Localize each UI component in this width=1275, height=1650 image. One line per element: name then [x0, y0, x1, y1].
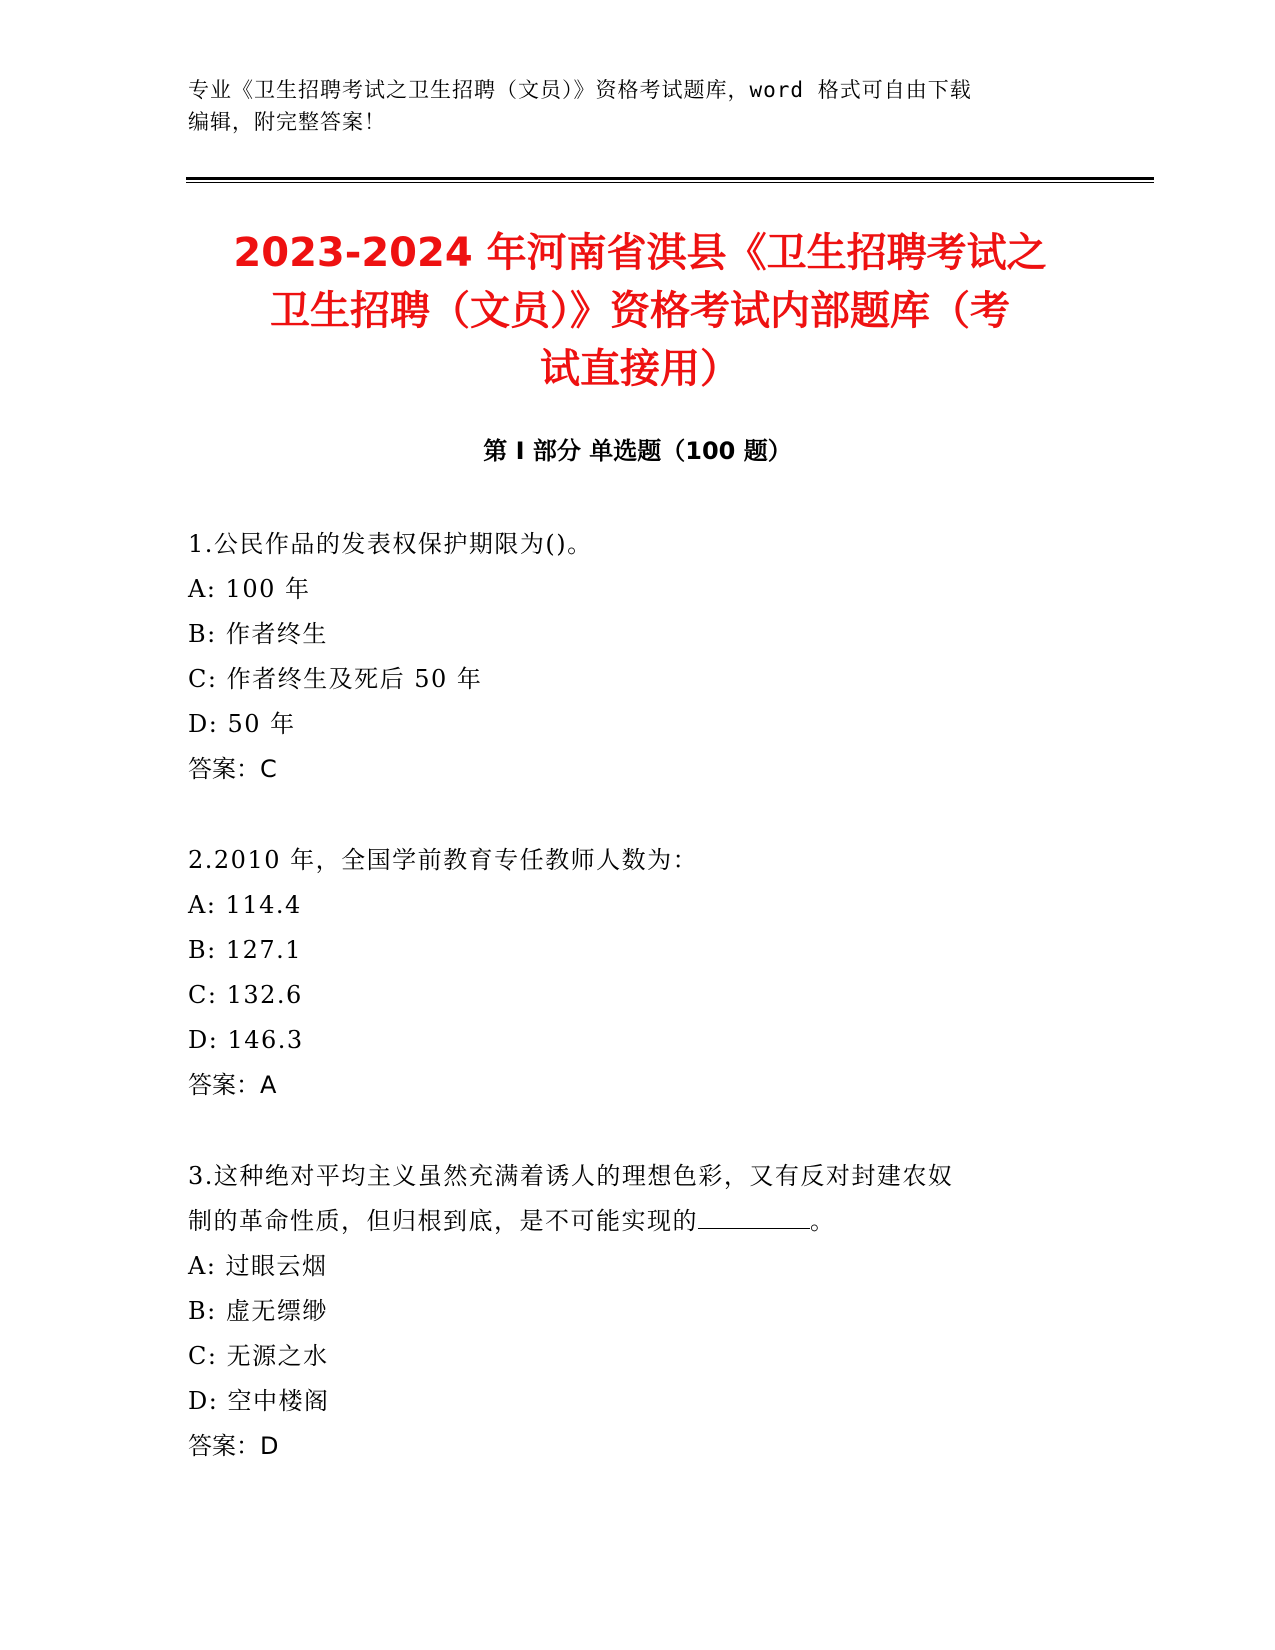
- document-title-line-3: 试直接用）: [540, 346, 740, 392]
- question-stem: 1.公民作品的发表权保护期限为()。: [188, 530, 593, 558]
- question-stem-text: 制的革命性质，但归根到底，是不可能实现的: [188, 1207, 698, 1235]
- document-title: [180, 224, 1100, 398]
- question-2: [188, 838, 1088, 1108]
- option-c: C: 作者终生及死后 50 年: [188, 665, 483, 693]
- header-divider-thick: [186, 177, 1154, 180]
- header-line-1: 专业《卫生招聘考试之卫生招聘（文员）》资格考试题库，word 格式可自由下载: [188, 78, 972, 102]
- option-c: C: 无源之水: [188, 1342, 329, 1370]
- option-b: B: 虚无缥缈: [188, 1297, 328, 1325]
- answer: 答案：A: [188, 1071, 277, 1099]
- fill-in-blank: [698, 1202, 810, 1229]
- answer: 答案：C: [188, 755, 277, 783]
- question-stem-line-1: 3.这种绝对平均主义虽然充满着诱人的理想色彩，又有反对封建农奴: [188, 1162, 954, 1190]
- question-3: [188, 1154, 1088, 1469]
- header-line-2: 编辑，附完整答案！: [188, 110, 386, 134]
- question-stem: 2.2010 年，全国学前教育专任教师人数为：: [188, 846, 699, 874]
- document-title-line-2: 卫生招聘（文员）》资格考试内部题库（考: [270, 288, 1010, 334]
- page-header: [188, 74, 1068, 138]
- question-stem-end: 。: [810, 1207, 836, 1235]
- question-1: [188, 522, 1088, 792]
- option-a: A: 过眼云烟: [188, 1252, 328, 1280]
- option-d: D: 50 年: [188, 710, 296, 738]
- option-a: A: 114.4: [188, 891, 302, 919]
- section-title: 第 I 部分 单选题（100 题）: [483, 437, 792, 465]
- option-d: D: 146.3: [188, 1026, 304, 1054]
- option-d: D: 空中楼阁: [188, 1387, 330, 1415]
- question-stem-line-2: [188, 1199, 1088, 1244]
- document-title-line-1: 2023-2024 年河南省淇县《卫生招聘考试之: [233, 230, 1047, 276]
- option-a: A: 100 年: [188, 575, 311, 603]
- header-divider-thin: [186, 182, 1154, 183]
- option-b: B: 127.1: [188, 936, 303, 964]
- option-b: B: 作者终生: [188, 620, 328, 648]
- answer: 答案：D: [188, 1432, 279, 1460]
- option-c: C: 132.6: [188, 981, 303, 1009]
